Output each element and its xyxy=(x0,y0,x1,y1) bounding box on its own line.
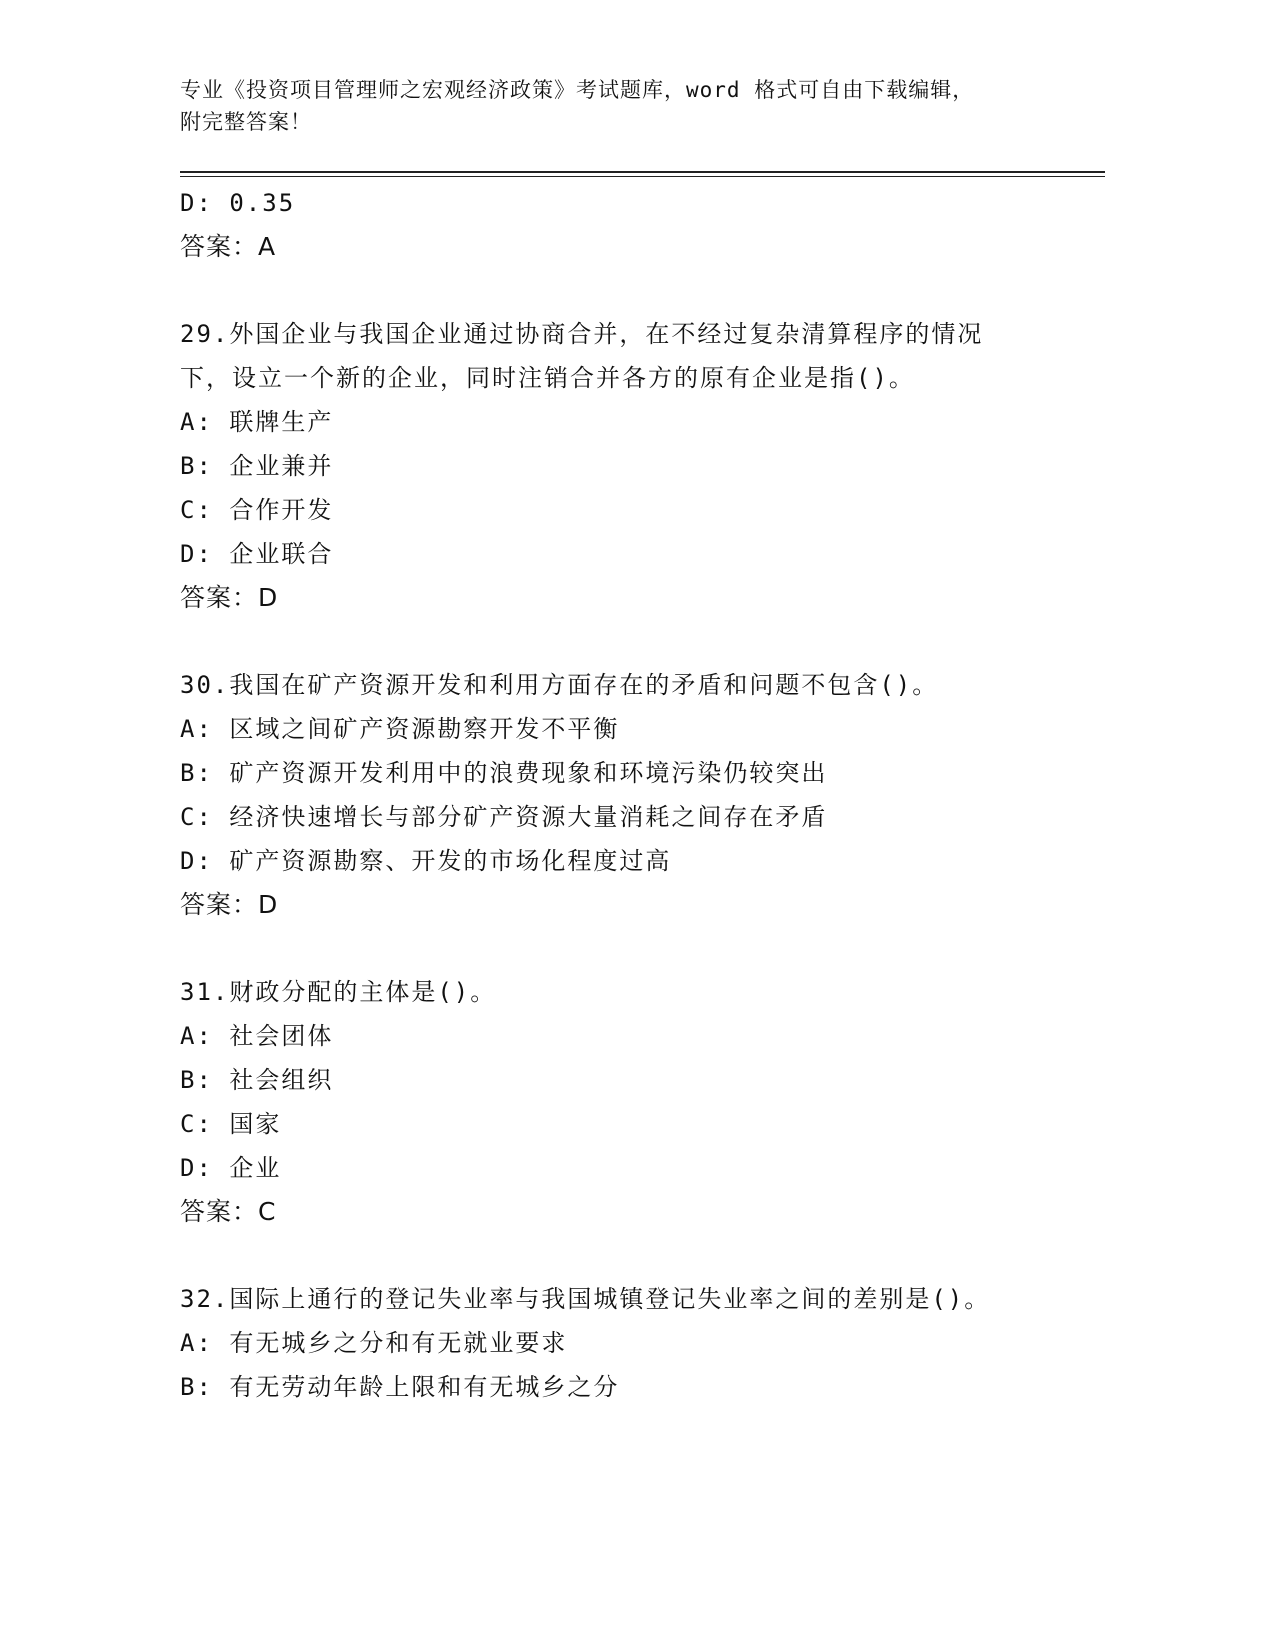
question-block-29 xyxy=(180,312,1080,620)
answer-line: 答案：C xyxy=(180,1197,277,1226)
header-rule-thick xyxy=(180,171,1105,173)
option-a: A: 联牌生产 xyxy=(180,408,334,436)
header-rule-thin xyxy=(180,176,1105,177)
option-d: D: 矿产资源勘察、开发的市场化程度过高 xyxy=(180,847,672,875)
option-b: B: 有无劳动年龄上限和有无城乡之分 xyxy=(180,1373,620,1401)
spacer xyxy=(180,620,1080,663)
question-text: 32.国际上通行的登记失业率与我国城镇登记失业率之间的差别是()。 xyxy=(180,1285,991,1313)
document-header xyxy=(180,74,1080,138)
option-d: D: 企业联合 xyxy=(180,540,334,568)
question-block-prev xyxy=(180,181,1080,269)
question-text-continued: 下，设立一个新的企业，同时注销合并各方的原有企业是指()。 xyxy=(180,364,915,392)
answer-line: 答案：A xyxy=(180,232,277,261)
option-d: D: 企业 xyxy=(180,1154,282,1182)
question-list xyxy=(180,181,1080,1409)
option-b: B: 社会组织 xyxy=(180,1066,334,1094)
answer-line: 答案：D xyxy=(180,890,279,919)
spacer xyxy=(180,1234,1080,1277)
question-block-31 xyxy=(180,970,1080,1234)
option-a: A: 社会团体 xyxy=(180,1022,334,1050)
option-a: A: 有无城乡之分和有无就业要求 xyxy=(180,1329,568,1357)
option-a: A: 区域之间矿产资源勘察开发不平衡 xyxy=(180,715,620,743)
option-c: C: 经济快速增长与部分矿产资源大量消耗之间存在矛盾 xyxy=(180,803,828,831)
question-text: 29.外国企业与我国企业通过协商合并，在不经过复杂清算程序的情况 xyxy=(180,320,984,348)
answer-line: 答案：D xyxy=(180,583,279,612)
option-c: C: 国家 xyxy=(180,1110,282,1138)
question-block-32 xyxy=(180,1277,1080,1409)
option-c: C: 合作开发 xyxy=(180,496,334,524)
question-block-30 xyxy=(180,663,1080,927)
option-b: B: 企业兼并 xyxy=(180,452,334,480)
question-text: 31.财政分配的主体是()。 xyxy=(180,978,497,1006)
header-line-1: 专业《投资项目管理师之宏观经济政策》考试题库，word 格式可自由下载编辑， xyxy=(180,78,975,102)
spacer xyxy=(180,927,1080,970)
header-line-2: 附完整答案！ xyxy=(180,110,312,134)
question-text: 30.我国在矿产资源开发和利用方面存在的矛盾和问题不包含()。 xyxy=(180,671,939,699)
option-d: D: 0.35 xyxy=(180,189,296,217)
spacer xyxy=(180,269,1080,312)
option-b: B: 矿产资源开发利用中的浪费现象和环境污染仍较突出 xyxy=(180,759,828,787)
